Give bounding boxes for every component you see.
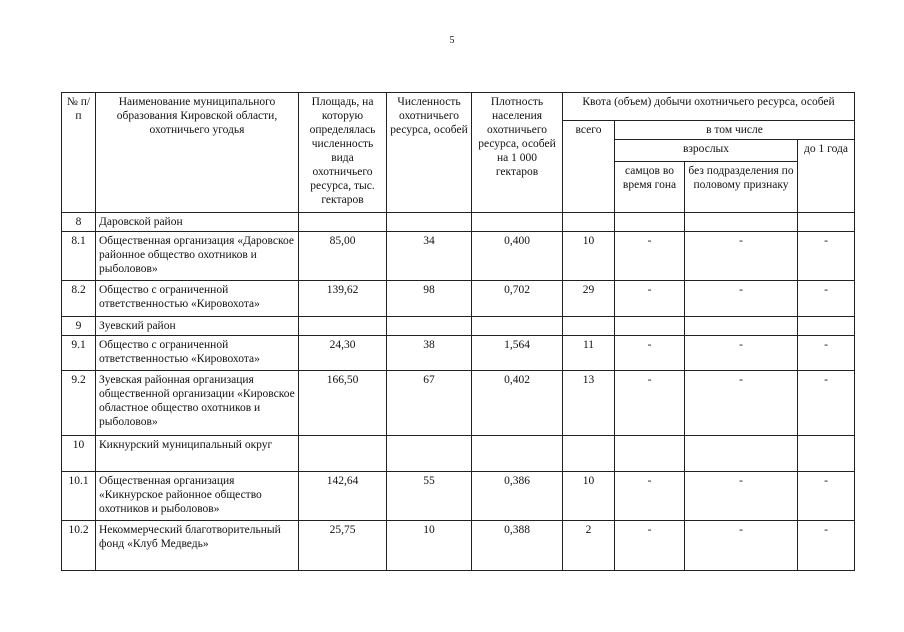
- header-nosex: без подразделения по половому признаку: [685, 162, 798, 213]
- header-quota: Квота (объем) добычи охотничьего ресурса, особей: [563, 93, 855, 121]
- row-total: [563, 436, 615, 472]
- row-density: [472, 317, 563, 336]
- table-row: [62, 232, 855, 281]
- row-area: 24,30: [299, 336, 387, 371]
- row-nosex: -: [685, 472, 798, 521]
- row-area: [299, 213, 387, 232]
- row-area: [299, 436, 387, 472]
- header-adults: взрослых: [615, 140, 798, 162]
- row-nosex: -: [685, 521, 798, 571]
- row-name: Зуевская районная организация общественной организации «Кировское областное общество охотников и рыболовов»: [96, 371, 299, 436]
- table-row: [62, 281, 855, 317]
- row-index: 8.1: [62, 232, 96, 281]
- row-males: [615, 436, 685, 472]
- row-density: 0,388: [472, 521, 563, 571]
- header-index: № п/п: [62, 93, 96, 213]
- table-row: [62, 317, 855, 336]
- header-density: Плотность населения охотничьего ресурса, особей на 1 000 гектаров: [472, 93, 563, 213]
- row-nosex: -: [685, 371, 798, 436]
- row-under1: -: [798, 336, 855, 371]
- header-males: самцов во время гона: [615, 162, 685, 213]
- row-index: 9.1: [62, 336, 96, 371]
- row-under1: [798, 317, 855, 336]
- table-row: [62, 371, 855, 436]
- row-count: 67: [387, 371, 472, 436]
- row-males: [615, 317, 685, 336]
- row-under1: [798, 213, 855, 232]
- row-nosex: [685, 213, 798, 232]
- row-nosex: -: [685, 336, 798, 371]
- row-total: [563, 213, 615, 232]
- row-name: Общественная организация «Даровское районное общество охотников и рыболовов»: [96, 232, 299, 281]
- row-total: 13: [563, 371, 615, 436]
- quota-table: [61, 92, 855, 571]
- row-nosex: -: [685, 232, 798, 281]
- row-density: 0,702: [472, 281, 563, 317]
- row-males: -: [615, 521, 685, 571]
- row-under1: [798, 436, 855, 472]
- row-density: 0,402: [472, 371, 563, 436]
- row-count: 34: [387, 232, 472, 281]
- row-index: 8: [62, 213, 96, 232]
- header-name: Наименование муниципального образования Кировской области, охотничьего угодья: [96, 93, 299, 213]
- row-name: Даровской район: [96, 213, 299, 232]
- row-area: 142,64: [299, 472, 387, 521]
- row-count: 98: [387, 281, 472, 317]
- row-males: -: [615, 472, 685, 521]
- row-under1: -: [798, 371, 855, 436]
- header-count: Численность охотничьего ресурса, особей: [387, 93, 472, 213]
- row-index: 9.2: [62, 371, 96, 436]
- row-total: 29: [563, 281, 615, 317]
- row-total: 2: [563, 521, 615, 571]
- row-index: 10.1: [62, 472, 96, 521]
- row-count: [387, 213, 472, 232]
- row-density: [472, 213, 563, 232]
- header-under1: до 1 года: [798, 140, 855, 213]
- row-count: 38: [387, 336, 472, 371]
- row-total: 10: [563, 232, 615, 281]
- row-name: Некоммерческий благотворительный фонд «Клуб Медведь»: [96, 521, 299, 571]
- row-nosex: -: [685, 281, 798, 317]
- row-males: -: [615, 336, 685, 371]
- row-name: Общество с ограниченной ответственностью «Кировохота»: [96, 336, 299, 371]
- row-density: 1,564: [472, 336, 563, 371]
- row-nosex: [685, 317, 798, 336]
- table-row: [62, 521, 855, 571]
- row-name: Общество с ограниченной ответственностью «Кировохота»: [96, 281, 299, 317]
- row-index: 10.2: [62, 521, 96, 571]
- table-row: [62, 436, 855, 472]
- table-row: [62, 336, 855, 371]
- row-count: [387, 436, 472, 472]
- row-area: 139,62: [299, 281, 387, 317]
- row-total: 10: [563, 472, 615, 521]
- header-area: Площадь, на которую определялась численность вида охотничьего ресурса, тыс. гектаров: [299, 93, 387, 213]
- row-males: [615, 213, 685, 232]
- row-name: Зуевский район: [96, 317, 299, 336]
- row-area: 85,00: [299, 232, 387, 281]
- row-under1: -: [798, 521, 855, 571]
- row-under1: -: [798, 232, 855, 281]
- header-total: всего: [563, 121, 615, 213]
- row-name: Общественная организация «Кикнурское районное общество охотников и рыболовов»: [96, 472, 299, 521]
- row-total: [563, 317, 615, 336]
- row-under1: -: [798, 281, 855, 317]
- row-area: [299, 317, 387, 336]
- row-density: 0,400: [472, 232, 563, 281]
- row-count: 55: [387, 472, 472, 521]
- row-nosex: [685, 436, 798, 472]
- row-name: Кикнурский муниципальный округ: [96, 436, 299, 472]
- row-count: [387, 317, 472, 336]
- row-males: -: [615, 371, 685, 436]
- row-count: 10: [387, 521, 472, 571]
- page-number: 5: [449, 35, 455, 46]
- row-density: [472, 436, 563, 472]
- row-males: -: [615, 232, 685, 281]
- row-area: 25,75: [299, 521, 387, 571]
- row-males: -: [615, 281, 685, 317]
- row-index: 9: [62, 317, 96, 336]
- table-row: [62, 472, 855, 521]
- header-including: в том числе: [615, 121, 855, 140]
- row-density: 0,386: [472, 472, 563, 521]
- row-total: 11: [563, 336, 615, 371]
- row-area: 166,50: [299, 371, 387, 436]
- row-index: 8.2: [62, 281, 96, 317]
- row-index: 10: [62, 436, 96, 472]
- row-under1: -: [798, 472, 855, 521]
- table-row: [62, 213, 855, 232]
